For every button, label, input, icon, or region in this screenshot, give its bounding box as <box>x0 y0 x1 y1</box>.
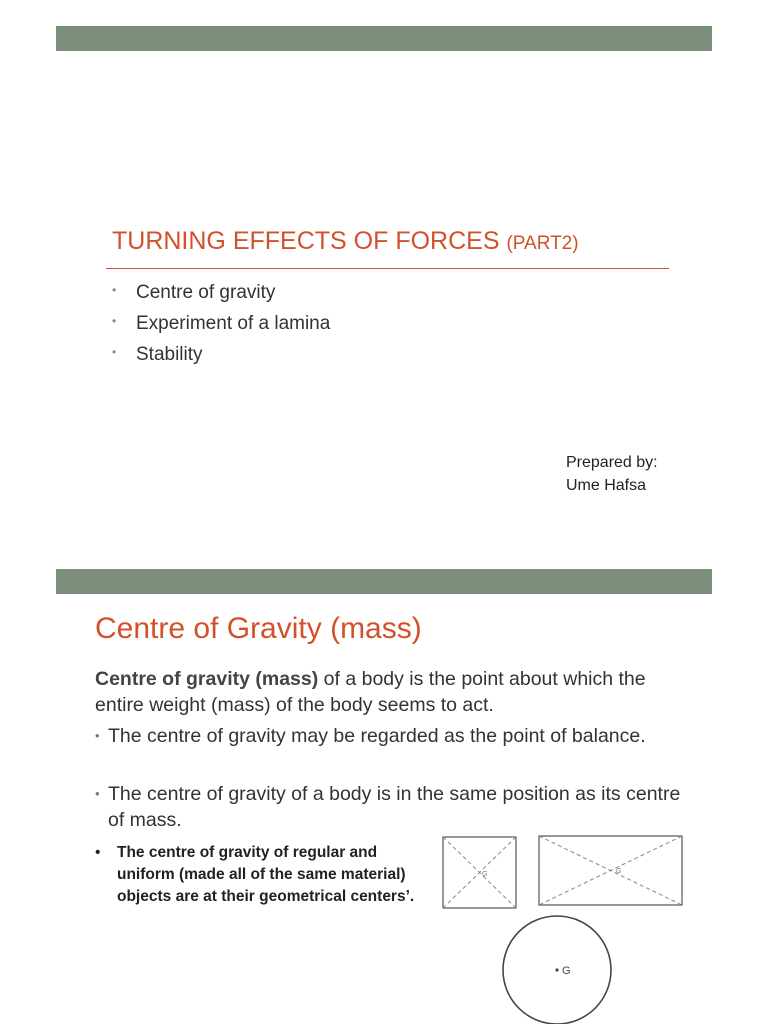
title-underline <box>106 268 669 269</box>
bullet-icon: • <box>112 345 117 359</box>
square-centre-label: G <box>482 871 488 878</box>
circle-centre-label: G <box>562 965 571 977</box>
slide-title <box>112 227 579 256</box>
slide-header-bar <box>56 26 712 51</box>
bullet-icon: • <box>95 844 101 861</box>
list-item: • Experiment of a lamina <box>112 313 331 334</box>
prepared-by-block <box>566 451 658 497</box>
rectangle-centre-label: G <box>616 868 622 875</box>
rectangle-figure <box>536 834 686 908</box>
topic-list <box>112 282 330 375</box>
bullet-icon: • <box>95 728 100 743</box>
circle-figure <box>500 913 614 1024</box>
definition-text: Centre of gravity (mass) of a body is the point about which the entire weight (mass) of the body seems to act. <box>95 668 646 716</box>
bullet-point: • The centre of gravity may be regarded as the point of balance. <box>95 725 646 747</box>
bullet-icon: • <box>112 283 117 297</box>
bullet-icon: • <box>112 314 117 328</box>
bullet-icon: • <box>95 786 100 801</box>
author-name: Ume Hafsa <box>566 477 647 494</box>
list-item: • Stability <box>112 344 203 365</box>
slide-header-bar <box>56 569 712 594</box>
list-item: • Centre of gravity <box>112 282 276 303</box>
bullet-point: • The centre of gravity of a body is in the same position as its centre of mass. <box>95 783 681 831</box>
square-figure <box>440 835 520 911</box>
slide-title: Centre of Gravity (mass) <box>95 612 422 645</box>
definition-term: Centre of gravity (mass) <box>95 668 319 690</box>
title-suffix: (PART2) <box>506 233 579 254</box>
title-main: TURNING EFFECTS OF FORCES <box>112 227 500 255</box>
prepared-label: Prepared by: <box>566 454 658 471</box>
slide-2 <box>0 545 768 1024</box>
bullet-point: • The centre of gravity of regular and uniform (made all of the same material) objects are at their geometrical centers’. <box>95 844 415 905</box>
